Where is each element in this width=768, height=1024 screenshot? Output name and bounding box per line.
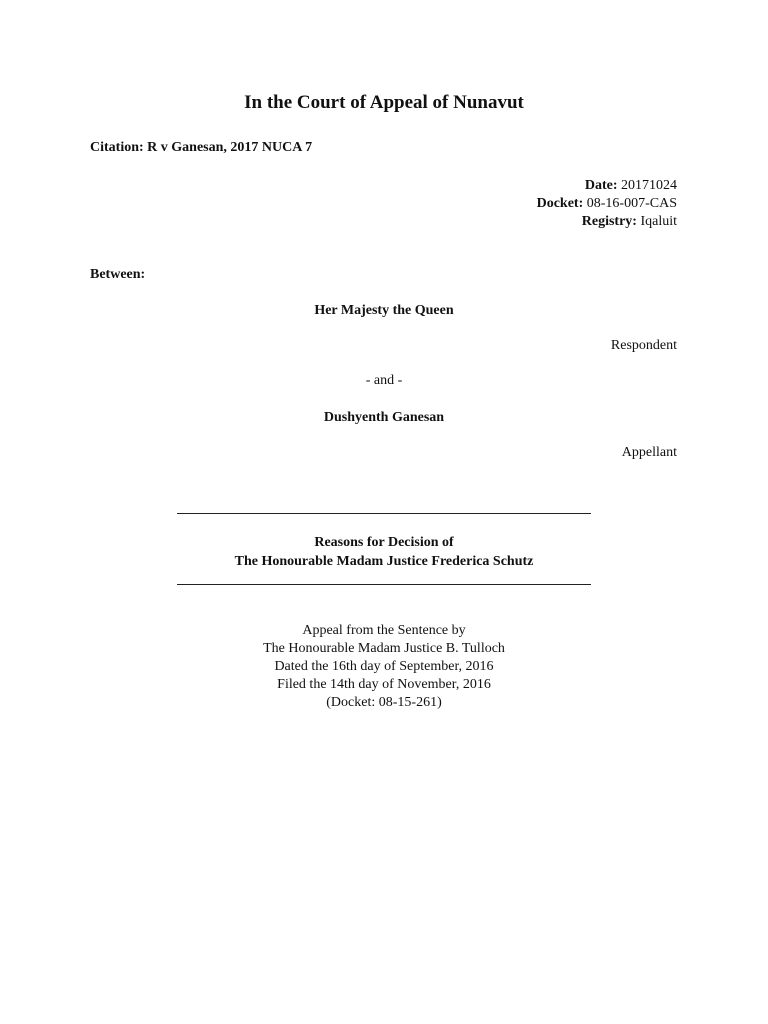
first-party-role: Respondent bbox=[610, 338, 677, 353]
date-line bbox=[537, 177, 677, 195]
appeal-line-2: The Honourable Madam Justice B. Tulloch bbox=[263, 641, 505, 656]
registry-label: Registry: bbox=[581, 214, 637, 229]
second-party-name: Dushyenth Ganesan bbox=[323, 410, 445, 425]
date-label: Date: bbox=[584, 178, 618, 193]
case-metadata bbox=[537, 177, 677, 231]
registry-line bbox=[537, 213, 677, 231]
appeal-line-3: Dated the 16th day of September, 2016 bbox=[274, 659, 494, 674]
appeal-line-1: Appeal from the Sentence by bbox=[302, 623, 466, 638]
docket-line bbox=[537, 195, 677, 213]
citation: Citation: R v Ganesan, 2017 NUCA 7 bbox=[90, 140, 313, 155]
registry-value: Iqaluit bbox=[640, 214, 677, 229]
appeal-line-5: (Docket: 08-15-261) bbox=[326, 695, 442, 710]
top-divider bbox=[177, 513, 591, 514]
document-title: In the Court of Appeal of Nunavut bbox=[244, 92, 524, 113]
docket-value: 08-16-007-CAS bbox=[586, 196, 677, 211]
docket-label: Docket: bbox=[536, 196, 584, 211]
bottom-divider bbox=[177, 584, 591, 585]
first-party-name: Her Majesty the Queen bbox=[314, 303, 454, 318]
between-heading: Between: bbox=[90, 267, 146, 282]
appeal-line-4: Filed the 14th day of November, 2016 bbox=[277, 677, 491, 692]
reasons-line-2: The Honourable Madam Justice Frederica Schutz bbox=[234, 554, 534, 569]
party-separator: - and - bbox=[365, 373, 403, 388]
date-value: 20171024 bbox=[621, 178, 677, 193]
reasons-line-1: Reasons for Decision of bbox=[314, 535, 454, 550]
reasons-block bbox=[0, 533, 768, 571]
second-party-role: Appellant bbox=[621, 445, 677, 460]
appeal-block bbox=[0, 622, 768, 712]
